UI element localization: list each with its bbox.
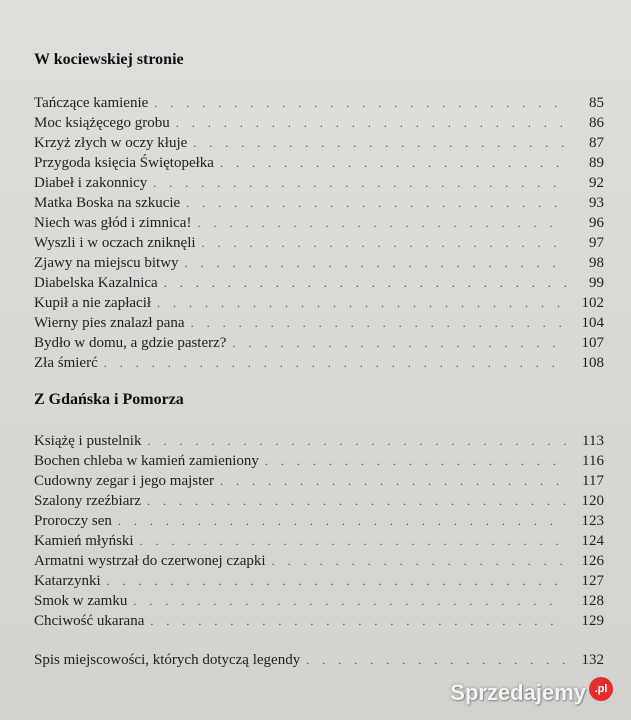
toc-entry: [34, 213, 604, 233]
watermark-badge: .pl: [589, 677, 613, 701]
dot-leader: [232, 333, 566, 353]
toc-entry-title: Zjawy na miejscu bitwy: [34, 255, 179, 271]
toc-entry-page: 85: [589, 95, 604, 111]
toc-entry: [34, 551, 604, 571]
toc-entry-page: 108: [581, 355, 604, 371]
toc-entry-title: Przygoda księcia Świętopełka: [34, 155, 214, 171]
toc-entry: [34, 353, 604, 373]
toc-entry-page: 86: [589, 115, 604, 131]
toc-entry-title: Szalony rzeźbiarz: [34, 493, 142, 509]
toc-entry-page: 113: [582, 433, 604, 449]
dot-leader: [220, 471, 566, 491]
toc-entry: [34, 471, 604, 491]
toc-entry-page: 116: [582, 453, 604, 469]
dot-leader: [150, 611, 566, 631]
toc-entry-page: 102: [581, 295, 604, 311]
toc-entry-title: Bochen chleba w kamień zamieniony: [34, 453, 259, 469]
toc-entry-title: Matka Boska na szkucie: [34, 195, 181, 211]
toc-entry: [34, 233, 604, 253]
section-title-gdansk-pomorze: Z Gdańska i Pomorza: [34, 391, 184, 408]
toc-entry-page: 104: [581, 315, 604, 331]
toc-entry-title: Zła śmierć: [34, 355, 98, 371]
toc-entry-title: Diabeł i zakonnicy: [34, 175, 148, 191]
dot-leader: [191, 313, 566, 333]
dot-leader: [197, 213, 566, 233]
toc-entry-page: 87: [589, 135, 604, 151]
dot-leader: [193, 133, 566, 153]
toc-entry-title: Tańczące kamienie: [34, 95, 149, 111]
dot-leader: [186, 193, 566, 213]
toc-entry: [34, 133, 604, 153]
toc-entry: [34, 173, 604, 193]
dot-leader: [104, 353, 566, 373]
toc-entry-page: 124: [581, 533, 604, 549]
dot-leader: [154, 93, 566, 113]
toc-entry-page: 120: [581, 493, 604, 509]
toc-entry: [34, 431, 604, 451]
toc-entry: [34, 153, 604, 173]
toc-entry-title: Chciwość ukarana: [34, 613, 145, 629]
toc-entry: [34, 193, 604, 213]
dot-leader: [164, 273, 566, 293]
toc-entry-title: Moc książęcego grobu: [34, 115, 170, 131]
toc-entry-page: 92: [589, 175, 604, 191]
dot-leader: [147, 491, 566, 511]
dot-leader: [265, 451, 566, 471]
toc-entry-title: Wyszli i w oczach zniknęli: [34, 235, 196, 251]
toc-entry: [34, 293, 604, 313]
toc-entry-title: Cudowny zegar i jego majster: [34, 473, 214, 489]
toc-entry: [34, 273, 604, 293]
dot-leader: [202, 233, 566, 253]
toc-entry-page: 129: [581, 613, 604, 629]
dot-leader: [118, 511, 566, 531]
toc-entry-page: 128: [581, 593, 604, 609]
toc-entry: [34, 253, 604, 273]
dot-leader: [176, 113, 566, 133]
toc-entry-page: 117: [582, 473, 604, 489]
dot-leader: [140, 531, 566, 551]
dot-leader: [272, 551, 566, 571]
toc-entry-page: 132: [581, 652, 604, 668]
toc-entry-title: Bydło w domu, a gdzie pasterz?: [34, 335, 227, 351]
dot-leader: [157, 293, 566, 313]
section-title-kociewie: W kociewskiej stronie: [34, 51, 184, 68]
toc-entry-page: 123: [581, 513, 604, 529]
toc-entry-page: 89: [589, 155, 604, 171]
toc-entry: [34, 93, 604, 113]
toc-entry: [34, 333, 604, 353]
toc-entry-title: Kamień młyński: [34, 533, 134, 549]
toc-entry-title: Katarzynki: [34, 573, 101, 589]
dot-leader: [147, 431, 566, 451]
toc-entry-page: 126: [581, 553, 604, 569]
toc-entry-title: Spis miejscowości, których dotyczą legendy: [34, 652, 301, 668]
toc-entry: [34, 451, 604, 471]
watermark-text: Sprzedajemy: [450, 680, 586, 705]
toc-entry-index: [34, 650, 604, 670]
sprzedajemy-watermark: [450, 680, 613, 706]
dot-leader: [107, 571, 566, 591]
toc-entry: [34, 511, 604, 531]
toc-entry: [34, 571, 604, 591]
toc-entry-page: 97: [589, 235, 604, 251]
toc-entry: [34, 611, 604, 631]
toc-entry: [34, 313, 604, 333]
toc-entry-page: 127: [581, 573, 604, 589]
toc-entry: [34, 591, 604, 611]
toc-entry-title: Niech was głód i zimnica!: [34, 215, 192, 231]
dot-leader: [153, 173, 566, 193]
toc-entry-page: 107: [581, 335, 604, 351]
toc-entry-title: Wierny pies znalazł pana: [34, 315, 185, 331]
toc-entry-page: 98: [589, 255, 604, 271]
toc-entry: [34, 491, 604, 511]
toc-entry: [34, 531, 604, 551]
toc-entry-title: Krzyż złych w oczy kłuje: [34, 135, 188, 151]
toc-entry-title: Diabelska Kazalnica: [34, 275, 158, 291]
toc-entry-title: Książę i pustelnik: [34, 433, 142, 449]
dot-leader: [306, 650, 566, 670]
toc-entry-title: Proroczy sen: [34, 513, 112, 529]
toc-entry-page: 93: [589, 195, 604, 211]
toc-entry-page: 96: [589, 215, 604, 231]
dot-leader: [133, 591, 566, 611]
toc-entry-title: Armatni wystrzał do czerwonej czapki: [34, 553, 266, 569]
toc-entry-title: Smok w zamku: [34, 593, 128, 609]
dot-leader: [185, 253, 566, 273]
toc-entry-page: 99: [589, 275, 604, 291]
toc-entry-title: Kupił a nie zapłacił: [34, 295, 152, 311]
toc-entry: [34, 113, 604, 133]
dot-leader: [220, 153, 566, 173]
